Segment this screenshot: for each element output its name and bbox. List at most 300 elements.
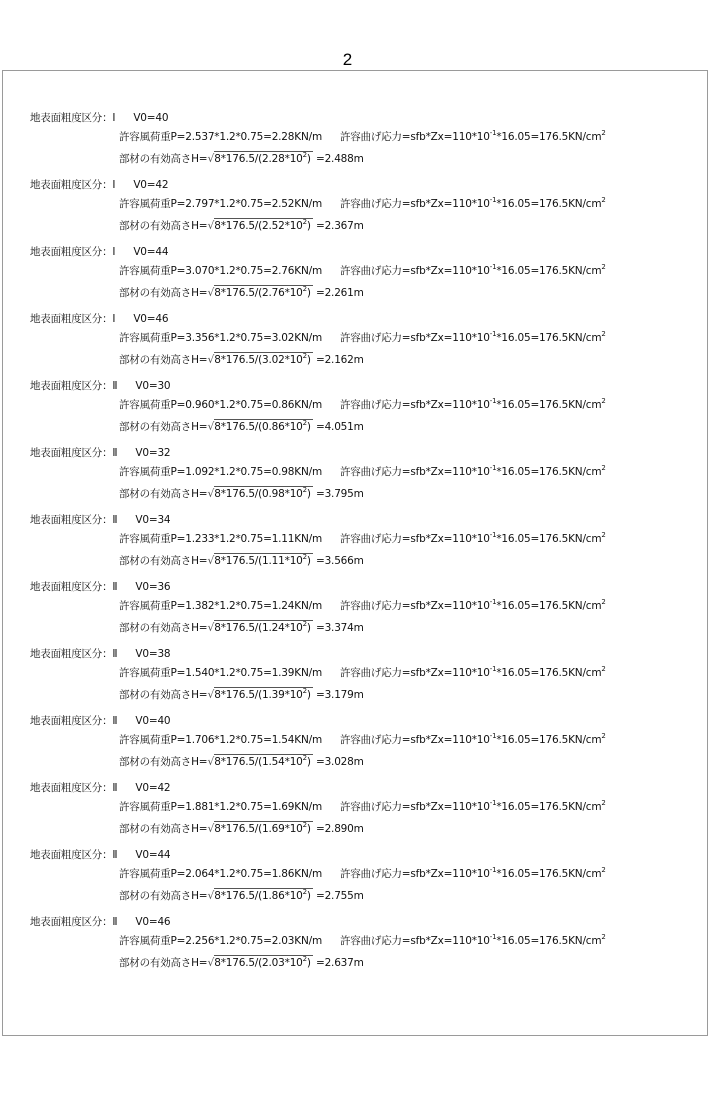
bending-stress-unit-exponent: 2 xyxy=(601,531,606,539)
allowable-load-label: 許容風荷重P= xyxy=(119,935,186,947)
effective-height-unit: m xyxy=(353,622,364,634)
radicand-exponent: 2 xyxy=(302,754,307,762)
effective-height-label: 部材の有効高さH= xyxy=(119,220,208,232)
allowable-load-value: 0.98 xyxy=(271,466,295,478)
load-factors: *1.2*0.75= xyxy=(214,466,272,478)
bending-stress-unit-exponent: 2 xyxy=(601,799,606,807)
load-unit: KN/m xyxy=(294,734,322,746)
effective-height-label: 部材の有効高さH= xyxy=(119,153,208,165)
radicand xyxy=(214,151,313,165)
calculation-block xyxy=(3,781,703,847)
v0-value: 32 xyxy=(157,447,171,459)
v0-value: 40 xyxy=(157,715,171,727)
radicand-exponent: 2 xyxy=(302,821,307,829)
radicand-exponent: 2 xyxy=(302,151,307,159)
load-unit: KN/m xyxy=(294,868,322,880)
radicand-load-value: 3.02 xyxy=(262,354,285,366)
radicand-mid: *10 xyxy=(284,354,303,366)
effective-height-equals: = xyxy=(312,421,325,433)
effective-height-unit: m xyxy=(353,957,364,969)
roughness-zone-line xyxy=(30,513,170,527)
load-unit: KN/m xyxy=(294,801,322,813)
allowable-load-label: 許容風荷重P= xyxy=(119,332,186,344)
zone-label: 地表面粗度区分： xyxy=(30,916,113,928)
calculation-block xyxy=(3,915,703,981)
radicand-close: ) xyxy=(306,957,311,969)
bending-stress-exponent: -1 xyxy=(489,866,497,874)
effective-height-line xyxy=(119,152,364,166)
calculation-block xyxy=(3,848,703,914)
radicand-prefix: 8*176.5/( xyxy=(214,287,263,299)
effective-height-line xyxy=(119,219,364,233)
radicand xyxy=(214,218,313,232)
bending-stress-unit-exponent: 2 xyxy=(601,933,606,941)
allowable-load-line xyxy=(119,666,606,680)
bending-stress-rest: *16.05=176.5KN/cm xyxy=(496,600,602,612)
v0-value: 44 xyxy=(155,246,169,258)
roughness-zone-line xyxy=(30,245,168,259)
effective-height-value: 2.261 xyxy=(324,287,354,299)
zone-value: Ⅰ xyxy=(112,246,116,258)
effective-height-line xyxy=(119,487,364,501)
effective-height-line xyxy=(119,889,364,903)
square-root-icon: √ xyxy=(207,353,215,366)
v0-label: V0= xyxy=(135,447,158,459)
effective-height-unit: m xyxy=(353,287,364,299)
bending-stress-text: 許容曲げ応力=sfb*Zx=110*10 xyxy=(340,801,490,813)
zone-label: 地表面粗度区分： xyxy=(30,246,113,258)
radicand xyxy=(214,754,313,768)
load-factors: *1.2*0.75= xyxy=(214,801,272,813)
v0-value: 44 xyxy=(157,849,171,861)
roughness-zone-line xyxy=(30,312,168,326)
allowable-load-line xyxy=(119,867,606,881)
square-root-icon: √ xyxy=(207,621,215,634)
radicand xyxy=(214,553,313,567)
allowable-load-value: 3.02 xyxy=(271,332,295,344)
radicand-mid: *10 xyxy=(284,823,303,835)
radicand-mid: *10 xyxy=(284,488,303,500)
radicand xyxy=(214,687,313,701)
radicand-prefix: 8*176.5/( xyxy=(214,622,263,634)
radicand-mid: *10 xyxy=(284,957,303,969)
effective-height-label: 部材の有効高さH= xyxy=(119,488,208,500)
effective-height-equals: = xyxy=(312,153,325,165)
radicand xyxy=(214,955,313,969)
radicand-load-value: 2.76 xyxy=(262,287,285,299)
radicand-mid: *10 xyxy=(284,890,303,902)
radicand-load-value: 1.39 xyxy=(262,689,285,701)
radicand-prefix: 8*176.5/( xyxy=(214,488,263,500)
square-root-icon: √ xyxy=(207,420,215,433)
allowable-load-value: 1.86 xyxy=(271,868,295,880)
effective-height-unit: m xyxy=(353,756,364,768)
allowable-load-line xyxy=(119,331,606,345)
allowable-load-line xyxy=(119,599,606,613)
bending-stress-rest: *16.05=176.5KN/cm xyxy=(496,868,602,880)
bending-stress-unit-exponent: 2 xyxy=(601,732,606,740)
effective-height-unit: m xyxy=(353,153,364,165)
allowable-load-line xyxy=(119,532,606,546)
v0-label: V0= xyxy=(135,581,158,593)
bending-stress-exponent: -1 xyxy=(489,732,497,740)
bending-stress-rest: *16.05=176.5KN/cm xyxy=(496,667,602,679)
load-factors: *1.2*0.75= xyxy=(214,399,272,411)
radicand-close: ) xyxy=(306,555,311,567)
radicand-exponent: 2 xyxy=(302,553,307,561)
zone-label: 地表面粗度区分： xyxy=(30,447,113,459)
calculation-block xyxy=(3,379,703,445)
zone-value: Ⅱ xyxy=(112,581,118,593)
zone-value: Ⅱ xyxy=(112,514,118,526)
zone-label: 地表面粗度区分： xyxy=(30,179,113,191)
radicand xyxy=(214,352,313,366)
bending-stress-text: 許容曲げ応力=sfb*Zx=110*10 xyxy=(340,600,490,612)
effective-height-unit: m xyxy=(353,689,364,701)
roughness-zone-line xyxy=(30,714,170,728)
bending-stress-exponent: -1 xyxy=(489,531,497,539)
effective-height-label: 部材の有効高さH= xyxy=(119,890,208,902)
load-unit: KN/m xyxy=(294,399,322,411)
bending-stress-text: 許容曲げ応力=sfb*Zx=110*10 xyxy=(340,533,490,545)
calculation-block xyxy=(3,312,703,378)
bending-stress-rest: *16.05=176.5KN/cm xyxy=(496,131,602,143)
bending-stress-text: 許容曲げ応力=sfb*Zx=110*10 xyxy=(340,131,490,143)
load-unit: KN/m xyxy=(294,935,322,947)
v0-value: 46 xyxy=(157,916,171,928)
allowable-load-value: 1.24 xyxy=(271,600,295,612)
calculation-block xyxy=(3,647,703,713)
effective-height-equals: = xyxy=(312,287,325,299)
v0-label: V0= xyxy=(133,112,156,124)
calculation-block xyxy=(3,714,703,780)
zone-value: Ⅰ xyxy=(112,179,116,191)
effective-height-equals: = xyxy=(312,354,325,366)
radicand-prefix: 8*176.5/( xyxy=(214,823,263,835)
radicand-load-value: 0.98 xyxy=(262,488,285,500)
effective-height-value: 2.162 xyxy=(324,354,354,366)
zone-label: 地表面粗度区分： xyxy=(30,514,113,526)
effective-height-label: 部材の有効高さH= xyxy=(119,823,208,835)
bending-stress-unit-exponent: 2 xyxy=(601,129,606,137)
bending-stress-exponent: -1 xyxy=(489,799,497,807)
radicand-mid: *10 xyxy=(284,689,303,701)
bending-stress-exponent: -1 xyxy=(489,196,497,204)
radicand xyxy=(214,620,313,634)
bending-stress-rest: *16.05=176.5KN/cm xyxy=(496,198,602,210)
load-unit: KN/m xyxy=(294,533,322,545)
bending-stress-exponent: -1 xyxy=(489,397,497,405)
zone-value: Ⅱ xyxy=(112,447,118,459)
effective-height-equals: = xyxy=(312,622,325,634)
effective-height-label: 部材の有効高さH= xyxy=(119,689,208,701)
effective-height-value: 3.566 xyxy=(324,555,354,567)
effective-height-value: 2.890 xyxy=(324,823,354,835)
effective-height-unit: m xyxy=(353,354,364,366)
bending-stress-rest: *16.05=176.5KN/cm xyxy=(496,734,602,746)
bending-stress-exponent: -1 xyxy=(489,129,497,137)
radicand-mid: *10 xyxy=(284,555,303,567)
load-unit: KN/m xyxy=(294,466,322,478)
radicand xyxy=(214,486,313,500)
bending-stress-unit-exponent: 2 xyxy=(601,665,606,673)
v0-label: V0= xyxy=(135,380,158,392)
radicand-exponent: 2 xyxy=(302,888,307,896)
bending-stress-text: 許容曲げ応力=sfb*Zx=110*10 xyxy=(340,466,490,478)
radicand-close: ) xyxy=(306,689,311,701)
v0-label: V0= xyxy=(135,514,158,526)
allowable-load-value: 1.39 xyxy=(271,667,295,679)
effective-height-value: 3.374 xyxy=(324,622,354,634)
bending-stress-text: 許容曲げ応力=sfb*Zx=110*10 xyxy=(340,332,490,344)
effective-height-line xyxy=(119,688,364,702)
roughness-zone-line xyxy=(30,580,170,594)
effective-height-label: 部材の有効高さH= xyxy=(119,354,208,366)
roughness-zone-line xyxy=(30,781,170,795)
radicand-load-value: 1.86 xyxy=(262,890,285,902)
radicand-load-value: 2.52 xyxy=(262,220,285,232)
effective-height-equals: = xyxy=(312,220,325,232)
v0-label: V0= xyxy=(135,715,158,727)
allowable-load-value: 0.86 xyxy=(271,399,295,411)
radicand-mid: *10 xyxy=(284,220,303,232)
allowable-load-label: 許容風荷重P= xyxy=(119,466,186,478)
effective-height-label: 部材の有効高さH= xyxy=(119,622,208,634)
radicand-prefix: 8*176.5/( xyxy=(214,153,263,165)
load-coefficient: 3.356 xyxy=(185,332,215,344)
load-factors: *1.2*0.75= xyxy=(214,734,272,746)
allowable-load-label: 許容風荷重P= xyxy=(119,399,186,411)
load-coefficient: 1.706 xyxy=(185,734,215,746)
effective-height-line xyxy=(119,956,364,970)
allowable-load-value: 2.03 xyxy=(271,935,295,947)
square-root-icon: √ xyxy=(207,755,215,768)
effective-height-equals: = xyxy=(312,488,325,500)
load-factors: *1.2*0.75= xyxy=(214,131,272,143)
v0-value: 36 xyxy=(157,581,171,593)
radicand-mid: *10 xyxy=(284,622,303,634)
v0-value: 34 xyxy=(157,514,171,526)
allowable-load-value: 2.76 xyxy=(271,265,295,277)
allowable-load-label: 許容風荷重P= xyxy=(119,265,186,277)
calculation-block xyxy=(3,111,703,177)
effective-height-line xyxy=(119,353,364,367)
radicand-exponent: 2 xyxy=(302,687,307,695)
bending-stress-unit-exponent: 2 xyxy=(601,598,606,606)
square-root-icon: √ xyxy=(207,152,215,165)
zone-value: Ⅱ xyxy=(112,715,118,727)
effective-height-label: 部材の有効高さH= xyxy=(119,421,208,433)
load-factors: *1.2*0.75= xyxy=(214,265,272,277)
v0-value: 30 xyxy=(157,380,171,392)
roughness-zone-line xyxy=(30,178,168,192)
allowable-load-line xyxy=(119,398,606,412)
radicand-close: ) xyxy=(306,153,311,165)
radicand-load-value: 1.54 xyxy=(262,756,285,768)
radicand-close: ) xyxy=(306,287,311,299)
load-unit: KN/m xyxy=(294,265,322,277)
radicand-exponent: 2 xyxy=(302,620,307,628)
bending-stress-unit-exponent: 2 xyxy=(601,196,606,204)
allowable-load-value: 1.69 xyxy=(271,801,295,813)
radicand-prefix: 8*176.5/( xyxy=(214,421,263,433)
radicand-prefix: 8*176.5/( xyxy=(214,354,263,366)
bending-stress-rest: *16.05=176.5KN/cm xyxy=(496,466,602,478)
v0-label: V0= xyxy=(133,179,156,191)
load-unit: KN/m xyxy=(294,131,322,143)
bending-stress-exponent: -1 xyxy=(489,263,497,271)
allowable-load-label: 許容風荷重P= xyxy=(119,198,186,210)
load-factors: *1.2*0.75= xyxy=(214,667,272,679)
radicand-exponent: 2 xyxy=(302,955,307,963)
effective-height-equals: = xyxy=(312,823,325,835)
radicand-exponent: 2 xyxy=(302,352,307,360)
bending-stress-text: 許容曲げ応力=sfb*Zx=110*10 xyxy=(340,265,490,277)
effective-height-unit: m xyxy=(353,488,364,500)
allowable-load-value: 1.54 xyxy=(271,734,295,746)
effective-height-unit: m xyxy=(353,220,364,232)
radicand-load-value: 2.03 xyxy=(262,957,285,969)
allowable-load-label: 許容風荷重P= xyxy=(119,734,186,746)
bending-stress-unit-exponent: 2 xyxy=(601,464,606,472)
v0-label: V0= xyxy=(135,782,158,794)
effective-height-equals: = xyxy=(312,689,325,701)
effective-height-value: 3.179 xyxy=(324,689,354,701)
zone-value: Ⅱ xyxy=(112,849,118,861)
bending-stress-unit-exponent: 2 xyxy=(601,866,606,874)
load-coefficient: 2.797 xyxy=(185,198,215,210)
bending-stress-rest: *16.05=176.5KN/cm xyxy=(496,332,602,344)
radicand-load-value: 0.86 xyxy=(262,421,285,433)
allowable-load-value: 2.52 xyxy=(271,198,295,210)
v0-label: V0= xyxy=(135,916,158,928)
allowable-load-value: 1.11 xyxy=(271,533,295,545)
bending-stress-exponent: -1 xyxy=(489,933,497,941)
bending-stress-text: 許容曲げ応力=sfb*Zx=110*10 xyxy=(340,935,490,947)
roughness-zone-line xyxy=(30,446,170,460)
radicand-exponent: 2 xyxy=(302,486,307,494)
bending-stress-unit-exponent: 2 xyxy=(601,263,606,271)
effective-height-equals: = xyxy=(312,890,325,902)
square-root-icon: √ xyxy=(207,688,215,701)
load-unit: KN/m xyxy=(294,332,322,344)
effective-height-value: 2.367 xyxy=(324,220,354,232)
radicand xyxy=(214,285,313,299)
v0-value: 46 xyxy=(155,313,169,325)
radicand-close: ) xyxy=(306,622,311,634)
load-factors: *1.2*0.75= xyxy=(214,198,272,210)
bending-stress-exponent: -1 xyxy=(489,665,497,673)
load-coefficient: 1.540 xyxy=(185,667,215,679)
radicand-mid: *10 xyxy=(284,756,303,768)
effective-height-value: 3.795 xyxy=(324,488,354,500)
calculation-block xyxy=(3,178,703,244)
bending-stress-text: 許容曲げ応力=sfb*Zx=110*10 xyxy=(340,198,490,210)
radicand-prefix: 8*176.5/( xyxy=(214,689,263,701)
zone-label: 地表面粗度区分： xyxy=(30,313,113,325)
effective-height-label: 部材の有効高さH= xyxy=(119,287,208,299)
load-factors: *1.2*0.75= xyxy=(214,935,272,947)
load-factors: *1.2*0.75= xyxy=(214,332,272,344)
load-coefficient: 2.064 xyxy=(185,868,215,880)
roughness-zone-line xyxy=(30,647,170,661)
effective-height-line xyxy=(119,621,364,635)
radicand-load-value: 1.69 xyxy=(262,823,285,835)
radicand-prefix: 8*176.5/( xyxy=(214,220,263,232)
square-root-icon: √ xyxy=(207,554,215,567)
allowable-load-line xyxy=(119,197,606,211)
square-root-icon: √ xyxy=(207,219,215,232)
radicand-close: ) xyxy=(306,421,311,433)
calculation-block xyxy=(3,245,703,311)
radicand-close: ) xyxy=(306,488,311,500)
allowable-load-value: 2.28 xyxy=(271,131,295,143)
radicand-exponent: 2 xyxy=(302,285,307,293)
bending-stress-rest: *16.05=176.5KN/cm xyxy=(496,399,602,411)
zone-value: Ⅰ xyxy=(112,112,116,124)
allowable-load-label: 許容風荷重P= xyxy=(119,131,186,143)
bending-stress-rest: *16.05=176.5KN/cm xyxy=(496,935,602,947)
square-root-icon: √ xyxy=(207,487,215,500)
square-root-icon: √ xyxy=(207,889,215,902)
radicand-close: ) xyxy=(306,890,311,902)
zone-value: Ⅱ xyxy=(112,916,118,928)
effective-height-equals: = xyxy=(312,555,325,567)
bending-stress-rest: *16.05=176.5KN/cm xyxy=(496,801,602,813)
bending-stress-exponent: -1 xyxy=(489,598,497,606)
effective-height-value: 3.028 xyxy=(324,756,354,768)
v0-label: V0= xyxy=(135,849,158,861)
effective-height-label: 部材の有効高さH= xyxy=(119,756,208,768)
load-coefficient: 3.070 xyxy=(185,265,215,277)
load-coefficient: 1.092 xyxy=(185,466,215,478)
bending-stress-rest: *16.05=176.5KN/cm xyxy=(496,265,602,277)
effective-height-label: 部材の有効高さH= xyxy=(119,555,208,567)
bending-stress-text: 許容曲げ応力=sfb*Zx=110*10 xyxy=(340,734,490,746)
v0-label: V0= xyxy=(133,313,156,325)
zone-label: 地表面粗度区分： xyxy=(30,112,113,124)
load-coefficient: 2.537 xyxy=(185,131,215,143)
allowable-load-line xyxy=(119,934,606,948)
effective-height-line xyxy=(119,420,364,434)
load-coefficient: 2.256 xyxy=(185,935,215,947)
radicand-mid: *10 xyxy=(284,153,303,165)
effective-height-line xyxy=(119,822,364,836)
allowable-load-line xyxy=(119,800,606,814)
radicand-close: ) xyxy=(306,220,311,232)
load-factors: *1.2*0.75= xyxy=(214,600,272,612)
load-coefficient: 1.382 xyxy=(185,600,215,612)
bending-stress-exponent: -1 xyxy=(489,330,497,338)
bending-stress-unit-exponent: 2 xyxy=(601,397,606,405)
radicand xyxy=(214,888,313,902)
effective-height-value: 2.637 xyxy=(324,957,354,969)
effective-height-line xyxy=(119,755,364,769)
load-coefficient: 1.881 xyxy=(185,801,215,813)
effective-height-label: 部材の有効高さH= xyxy=(119,957,208,969)
bending-stress-unit-exponent: 2 xyxy=(601,330,606,338)
roughness-zone-line xyxy=(30,915,170,929)
radicand-prefix: 8*176.5/( xyxy=(214,555,263,567)
roughness-zone-line xyxy=(30,111,168,125)
roughness-zone-line xyxy=(30,379,170,393)
radicand-prefix: 8*176.5/( xyxy=(214,890,263,902)
calculation-block xyxy=(3,580,703,646)
zone-label: 地表面粗度区分： xyxy=(30,648,113,660)
effective-height-line xyxy=(119,286,364,300)
radicand-load-value: 1.24 xyxy=(262,622,285,634)
radicand-close: ) xyxy=(306,354,311,366)
